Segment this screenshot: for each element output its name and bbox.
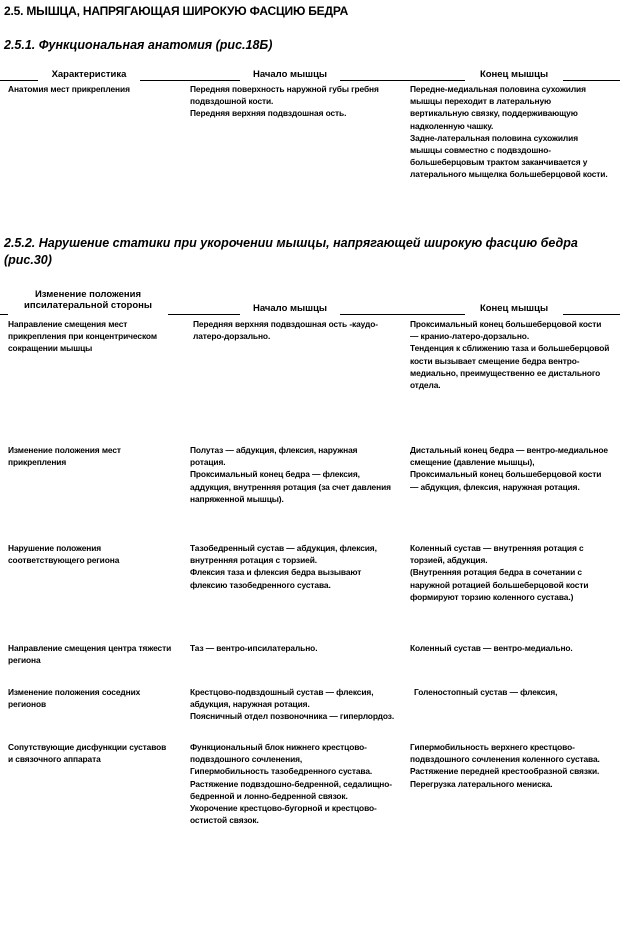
start-line: Проксимальный конец бедра — флексия, аддукция, внутренняя ротация (за счет давления напряженной мышцы). (190, 469, 391, 504)
end-line: Дистальный конец бедра — вентро-медиальное смещение (давление мышцы), (410, 445, 608, 468)
table2-row-label: Направление смещения центра тяжести региона (8, 643, 172, 666)
start-line: Поясничный отдел позвоночника — гиперлордоз. (190, 711, 395, 722)
table2-row-start (190, 444, 395, 505)
table2-row-label: Направление смещения мест прикрепления при концентрическом сокращении мышцы (8, 319, 157, 354)
table2-row-end (410, 318, 610, 391)
end-line: Передне-медиальная половина сухожилия мышцы переходит в латеральную вертикальную связку, поддерживающую надколенную чашку. (410, 84, 586, 131)
header-rule-segment (0, 80, 38, 81)
table1-header-characteristic: Характеристика (51, 69, 127, 80)
end-line: Коленный сустав — внутренняя ротация с торзией, абдукция. (410, 543, 584, 566)
end-line: Голеностопный сустав — флексия, (414, 687, 558, 697)
end-line: Коленный сустав — вентро-медиально. (410, 643, 573, 653)
table2-row-end (410, 444, 610, 493)
table2-row-end (414, 686, 614, 698)
table2-row-label: Изменение положения мест прикрепления (8, 445, 121, 468)
end-line: (Внутренняя ротация бедра в сочетании с наружной ротацией большеберцовой кости формируют торзию коленного сустава.) (410, 567, 589, 602)
table2-row-end (410, 642, 610, 654)
table2-row-label: Изменение положения соседних регионов (8, 687, 141, 710)
end-line: Задне-латеральная половина сухожилия мышцы совместно с подвздошно-большеберцовым трактом заканчивается у латерального мыщелка большеберцовой кости. (410, 132, 608, 180)
end-line: Перегрузка латерального мениска. (410, 778, 553, 789)
subsection-1-title: 2.5.1. Функциональная анатомия (рис.18Б) (4, 38, 273, 52)
subsection-2-title: 2.5.2. Нарушение статики при укорочении мышцы, напрягающей широкую фасцию бедра (рис.30) (4, 236, 578, 267)
start-line: Полутаз — абдукция, флексия, наружная ротация. (190, 445, 358, 468)
start-line: Передняя верхняя подвздошная ость. (190, 108, 347, 119)
header-rule-segment (168, 314, 240, 315)
table1-header-start: Начало мышцы (252, 69, 328, 80)
header-rule-segment (563, 80, 620, 81)
start-line: Передняя верхняя подвздошная ость -каудо-латеро-дорзально. (193, 319, 378, 342)
table1-row-label: Анатомия мест прикрепления (8, 84, 130, 94)
start-line: Таз — вентро-ипсилатерально. (190, 643, 318, 653)
table1-row-start (190, 83, 395, 120)
table2-row-start (190, 686, 395, 723)
table2-row-label: Сопутствующие дисфункции суставов и связочного аппарата (8, 742, 167, 765)
table2-row-start (190, 741, 395, 826)
end-line: Гипермобильность верхнего крестцово-подвздошного сочленения коленного сустава. (410, 742, 600, 765)
start-line: Крестцово-подвздошный сустав — флексия, абдукция, наружная ротация. (190, 687, 374, 710)
start-line: Гипермобильность тазобедренного сустава. (190, 766, 373, 777)
table2-header-start: Начало мышцы (252, 303, 328, 314)
table2-row-start (190, 642, 395, 654)
table2-row-end (410, 741, 610, 790)
table2-row-start (193, 318, 398, 342)
table2-row-start (190, 542, 395, 591)
header-rule-segment (140, 80, 240, 81)
end-line: Проксимальный конец большеберцовой кости — абдукция, флексия, наружная ротация. (410, 469, 602, 492)
header-rule-segment (0, 314, 8, 315)
table1-header-end: Конец мышцы (479, 69, 549, 80)
start-line: Передняя поверхность наружной губы гребня подвздошной кости. (190, 84, 379, 107)
table2-header-end: Конец мышцы (479, 303, 549, 314)
section-title: 2.5. МЫШЦА, НАПРЯГАЮЩАЯ ШИРОКУЮ ФАСЦИЮ БЕДРА (4, 4, 349, 18)
header-rule-segment (340, 314, 465, 315)
header-rule-segment (563, 314, 620, 315)
table2-row-label: Нарушение положения соответствующего региона (8, 543, 120, 566)
end-line: Проксимальный конец большеберцовой кости — кранио-латеро-дорзально. (410, 319, 602, 342)
start-line: Флексия таза и флексия бедра вызывают флексию тазобедренного сустава. (190, 567, 362, 590)
start-line: Растяжение подвздошно-бедренной, седалищно-бедренной и лонно-бедренной связок. (190, 778, 392, 801)
table2-row-end (410, 542, 610, 603)
end-line: Растяжение передней крестообразной связки. (410, 766, 600, 777)
start-line: Функциональный блок нижнего крестцово-подвздошного сочленения, (190, 742, 367, 765)
table1-row-end (410, 83, 610, 181)
end-line: Тенденция к сближению таза и большеберцовой кости вызывает смещение бедра вентро-медиально, преимущественно ее дистального отдела. (410, 343, 610, 391)
start-line: Тазобедренный сустав — абдукция, флексия, внутренняя ротация с торзией. (190, 543, 377, 566)
header-rule-segment (340, 80, 465, 81)
start-line: Укорочение крестцово-бугорной и крестцово-остистой связок. (190, 803, 377, 826)
table2-header-change: Изменение положения ипсилатеральной стороны (23, 289, 152, 311)
